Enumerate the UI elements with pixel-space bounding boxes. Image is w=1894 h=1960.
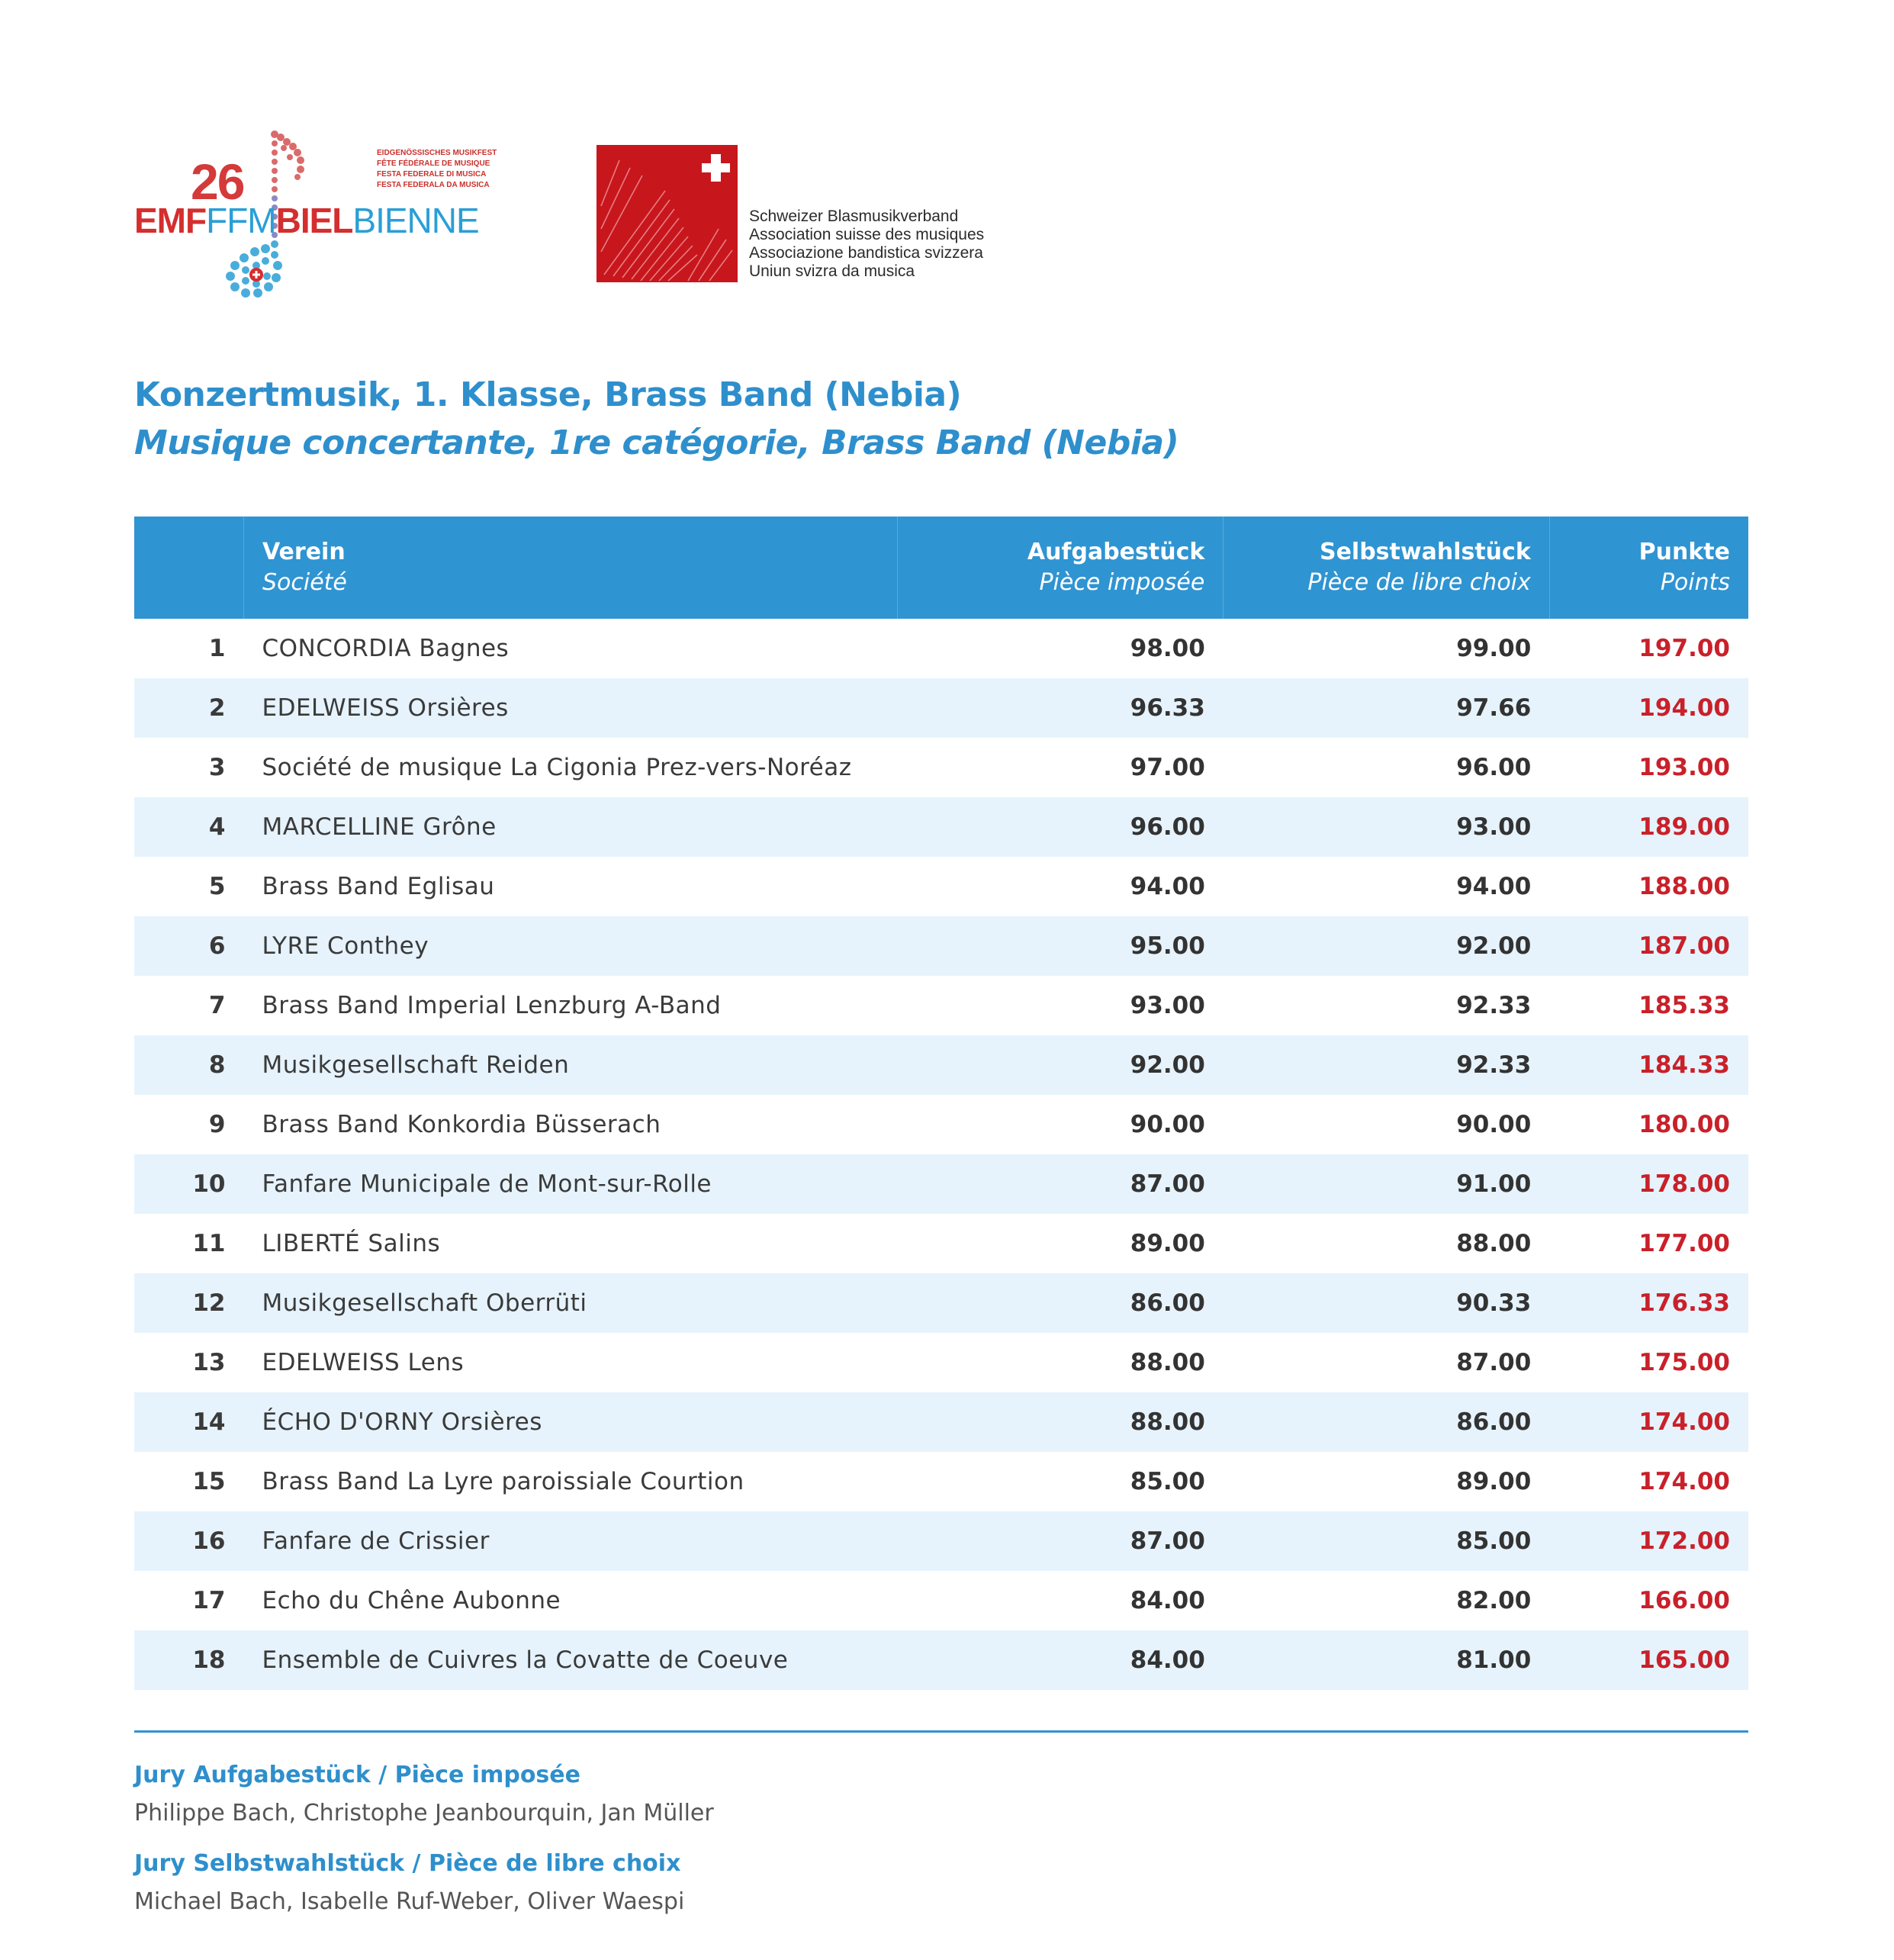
emf-subtitle-line: FESTA FEDERALE DI MUSICA <box>377 170 487 179</box>
table-row <box>134 916 1748 976</box>
points-cell: 175.00 <box>1638 1349 1730 1376</box>
rank-cell: 1 <box>208 635 226 662</box>
selbstwahl-score-cell: 96.00 <box>1456 754 1532 781</box>
rank-cell: 6 <box>134 916 243 976</box>
table-row <box>134 1571 1748 1630</box>
club-name-cell: CONCORDIA Bagnes <box>262 635 510 662</box>
aufgabe-score-cell: 98.00 <box>1130 635 1205 662</box>
points-cell: 187.00 <box>1549 916 1748 976</box>
rank-cell: 8 <box>134 1035 243 1095</box>
aufgabe-score-cell: 89.00 <box>1130 1230 1205 1257</box>
sbv-line: Schweizer Blasmusikverband <box>749 208 959 225</box>
aufgabe-score-cell: 97.00 <box>1130 754 1205 781</box>
club-name-cell: Brass Band Konkordia Büsserach <box>262 1111 661 1138</box>
club-name-cell: Brass Band Imperial Lenzburg A-Band <box>262 992 722 1019</box>
rank-cell: 11 <box>192 1230 226 1257</box>
club-name-cell: LYRE Conthey <box>243 916 897 976</box>
points-cell: 189.00 <box>1549 797 1748 857</box>
selbstwahl-score-cell: 92.33 <box>1224 1035 1549 1095</box>
aufgabe-score-cell: 84.00 <box>897 1630 1223 1690</box>
header-aufgabe <box>897 517 1223 619</box>
selbstwahl-score-cell: 91.00 <box>1224 1154 1549 1214</box>
aufgabe-score-cell: 90.00 <box>1130 1111 1205 1138</box>
table-row <box>134 1095 1748 1154</box>
header-selbstwahl <box>1224 517 1549 619</box>
aufgabe-score-cell: 96.00 <box>897 797 1223 857</box>
club-name-cell: Fanfare Municipale de Mont-sur-Rolle <box>243 1154 897 1214</box>
sbv-line: Associazione bandistica svizzera <box>749 244 983 262</box>
sbv-line: Uniun svizra da musica <box>749 262 915 280</box>
table-row <box>134 738 1748 797</box>
points-cell: 185.33 <box>1638 992 1730 1019</box>
sbv-logo <box>596 145 1130 290</box>
points-cell: 177.00 <box>1638 1230 1730 1257</box>
points-cell: 188.00 <box>1638 873 1730 900</box>
aufgabe-score-cell: 95.00 <box>897 916 1223 976</box>
header-verein <box>243 517 897 619</box>
header-points-fr: Points <box>1660 569 1730 596</box>
aufgabe-score-cell: 85.00 <box>1130 1468 1205 1495</box>
header-selbstwahl-fr: Pièce de libre choix <box>1307 569 1531 596</box>
table-body <box>134 619 1748 1690</box>
rank-cell: 10 <box>134 1154 243 1214</box>
table-row <box>134 857 1748 916</box>
points-cell: 194.00 <box>1549 678 1748 738</box>
jury-aufgabe-names: Philippe Bach, Christophe Jeanbourquin, Jan Müller <box>134 1800 714 1826</box>
emf-word-bienne: BIENNE <box>352 201 479 240</box>
selbstwahl-score-cell: 93.00 <box>1224 797 1549 857</box>
selbstwahl-score-cell: 88.00 <box>1456 1230 1532 1257</box>
points-cell: 184.33 <box>1549 1035 1748 1095</box>
jury-section <box>134 1756 714 1933</box>
rank-cell: 18 <box>134 1630 243 1690</box>
rank-cell: 17 <box>192 1587 226 1614</box>
points-cell: 172.00 <box>1549 1511 1748 1571</box>
club-name-cell: ÉCHO D'ORNY Orsières <box>243 1392 897 1452</box>
jury-aufgabe-heading: Jury Aufgabestück / Pièce imposée <box>134 1762 580 1788</box>
title-french: Musique concertante, 1re catégorie, Brass Band (Nebia) <box>134 423 1179 462</box>
table-row <box>134 678 1748 738</box>
points-cell: 166.00 <box>1638 1587 1730 1614</box>
rank-cell: 2 <box>134 678 243 738</box>
table-row <box>134 1154 1748 1214</box>
selbstwahl-score-cell: 97.66 <box>1224 678 1549 738</box>
table-row <box>134 1630 1748 1690</box>
points-cell: 174.00 <box>1638 1468 1730 1495</box>
rank-cell: 4 <box>134 797 243 857</box>
rank-cell: 5 <box>208 873 226 900</box>
selbstwahl-score-cell: 94.00 <box>1456 873 1532 900</box>
club-name-cell: Musikgesellschaft Reiden <box>243 1035 897 1095</box>
table-row <box>134 797 1748 857</box>
aufgabe-score-cell: 96.33 <box>897 678 1223 738</box>
points-cell: 193.00 <box>1638 754 1730 781</box>
selbstwahl-score-cell: 92.00 <box>1224 916 1549 976</box>
jury-selbstwahl-heading: Jury Selbstwahlstück / Pièce de libre choix <box>134 1850 681 1877</box>
club-name-cell: EDELWEISS Lens <box>262 1349 465 1376</box>
emf-number: 26 <box>191 153 244 210</box>
header-aufgabe-de: Aufgabestück <box>1027 539 1205 565</box>
club-name-cell: Société de musique La Cigonia Prez-vers-Noréaz <box>262 754 852 781</box>
club-name-cell: Fanfare de Crissier <box>243 1511 897 1571</box>
aufgabe-score-cell: 93.00 <box>1130 992 1205 1019</box>
club-name-cell: Echo du Chêne Aubonne <box>262 1587 561 1614</box>
emf-wordmark <box>134 200 479 241</box>
emf-word-biel: BIEL <box>275 201 353 240</box>
club-name-cell: MARCELLINE Grône <box>243 797 897 857</box>
club-name-cell: LIBERTÉ Salins <box>262 1230 441 1257</box>
aufgabe-score-cell: 84.00 <box>1130 1587 1205 1614</box>
emf-subtitle <box>377 148 497 191</box>
header-logos <box>134 130 1126 313</box>
selbstwahl-score-cell: 99.00 <box>1456 635 1532 662</box>
sbv-line: Association suisse des musiques <box>749 226 985 243</box>
rank-cell: 7 <box>208 992 226 1019</box>
selbstwahl-score-cell: 86.00 <box>1224 1392 1549 1452</box>
selbstwahl-score-cell: 82.00 <box>1456 1587 1532 1614</box>
aufgabe-score-cell: 87.00 <box>897 1154 1223 1214</box>
table-row <box>134 619 1748 678</box>
table-row <box>134 1273 1748 1333</box>
rank-cell: 16 <box>134 1511 243 1571</box>
emf-subtitle-line: FESTA FEDERALA DA MUSICA <box>377 181 490 189</box>
header-points <box>1549 517 1748 619</box>
table-row <box>134 1511 1748 1571</box>
results-table <box>134 517 1748 1690</box>
points-cell: 176.33 <box>1549 1273 1748 1333</box>
header-verein-de: Verein <box>262 539 346 565</box>
table-row <box>134 1452 1748 1511</box>
points-cell: 174.00 <box>1549 1392 1748 1452</box>
rank-cell: 3 <box>208 754 226 781</box>
aufgabe-score-cell: 88.00 <box>897 1392 1223 1452</box>
aufgabe-score-cell: 88.00 <box>1130 1349 1205 1376</box>
page-title <box>134 372 1179 468</box>
table-header-row <box>134 517 1748 619</box>
points-cell: 180.00 <box>1638 1111 1730 1138</box>
points-cell: 178.00 <box>1549 1154 1748 1214</box>
club-name-cell: Ensemble de Cuivres la Covatte de Coeuve <box>243 1630 897 1690</box>
rank-cell: 12 <box>134 1273 243 1333</box>
sbv-text <box>749 208 984 281</box>
table-row <box>134 1035 1748 1095</box>
emf-word-emf: EMF <box>134 201 207 240</box>
jury-selbstwahl-names: Michael Bach, Isabelle Ruf-Weber, Oliver Waespi <box>134 1888 685 1915</box>
club-name-cell: Brass Band Eglisau <box>262 873 495 900</box>
emf-logo <box>134 130 539 305</box>
swiss-flag-icon <box>596 145 738 282</box>
rank-cell: 9 <box>208 1111 226 1138</box>
selbstwahl-score-cell: 81.00 <box>1224 1630 1549 1690</box>
table-row <box>134 1333 1748 1392</box>
aufgabe-score-cell: 86.00 <box>897 1273 1223 1333</box>
table-row <box>134 1392 1748 1452</box>
selbstwahl-score-cell: 87.00 <box>1456 1349 1532 1376</box>
club-name-cell: Musikgesellschaft Oberrüti <box>243 1273 897 1333</box>
divider <box>134 1730 1748 1733</box>
points-cell: 165.00 <box>1549 1630 1748 1690</box>
club-name-cell: EDELWEISS Orsières <box>243 678 897 738</box>
selbstwahl-score-cell: 90.33 <box>1224 1273 1549 1333</box>
selbstwahl-score-cell: 89.00 <box>1456 1468 1532 1495</box>
header-aufgabe-fr: Pièce imposée <box>1039 569 1205 596</box>
header-rank <box>134 517 243 619</box>
aufgabe-score-cell: 92.00 <box>897 1035 1223 1095</box>
club-name-cell: Brass Band La Lyre paroissiale Courtion <box>262 1468 744 1495</box>
header-points-de: Punkte <box>1638 539 1730 565</box>
rank-cell: 14 <box>134 1392 243 1452</box>
rank-cell: 15 <box>192 1468 226 1495</box>
emf-word-ffm: FFM <box>206 201 276 240</box>
header-verein-fr: Société <box>262 569 347 596</box>
emf-subtitle-line: EIDGENÖSSISCHES MUSIKFEST <box>377 149 497 157</box>
emf-subtitle-line: FÊTE FÉDÉRALE DE MUSIQUE <box>377 159 490 168</box>
aufgabe-score-cell: 87.00 <box>897 1511 1223 1571</box>
table-row <box>134 976 1748 1035</box>
table-row <box>134 1214 1748 1273</box>
points-cell: 197.00 <box>1638 635 1730 662</box>
header-selbstwahl-de: Selbstwahlstück <box>1319 539 1531 565</box>
aufgabe-score-cell: 94.00 <box>1130 873 1205 900</box>
selbstwahl-score-cell: 90.00 <box>1456 1111 1532 1138</box>
title-german: Konzertmusik, 1. Klasse, Brass Band (Nebia) <box>134 375 962 414</box>
selbstwahl-score-cell: 92.33 <box>1456 992 1532 1019</box>
rank-cell: 13 <box>192 1349 226 1376</box>
selbstwahl-score-cell: 85.00 <box>1224 1511 1549 1571</box>
